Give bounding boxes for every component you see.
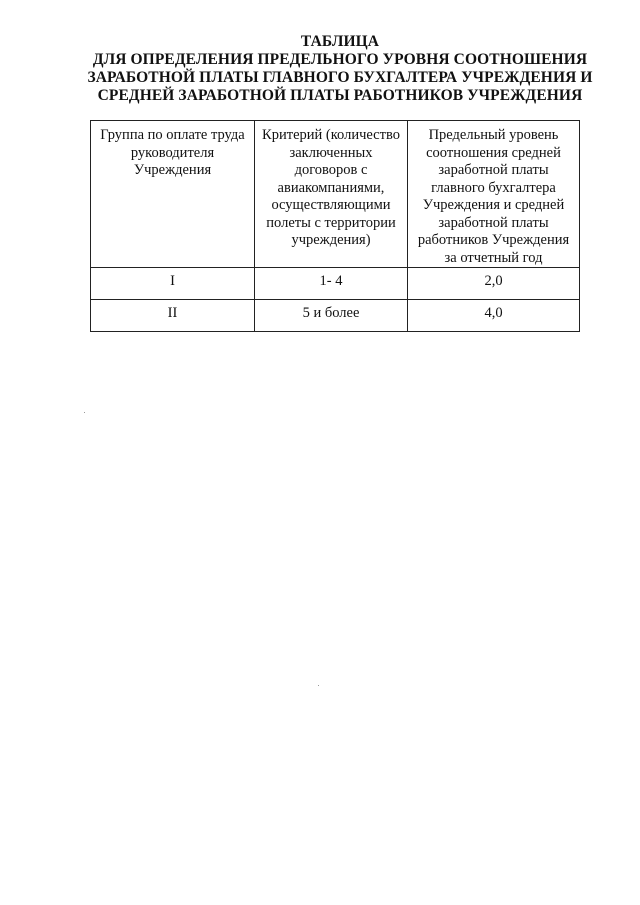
title-line: ЗАРАБОТНОЙ ПЛАТЫ ГЛАВНОГО БУХГАЛТЕРА УЧРЕЖДЕНИЯ И (87, 69, 593, 86)
title-line: СРЕДНЕЙ ЗАРАБОТНОЙ ПЛАТЫ РАБОТНИКОВ УЧРЕЖДЕНИЯ (97, 87, 583, 104)
cell-group: II (91, 300, 255, 332)
header-group: Группа по оплате труда руководителя Учреждения (91, 121, 255, 268)
table-row (91, 300, 580, 332)
scan-speck (318, 685, 319, 686)
cell-criterion: 1- 4 (255, 268, 408, 300)
table-row (91, 268, 580, 300)
cell-ratio: 2,0 (408, 268, 580, 300)
cell-group: I (91, 268, 255, 300)
header-ratio-limit: Предельный уровень соотношения средней заработной платы главного бухгалтера Учреждения и средней заработной платы работников Учреждения за отчетный год (408, 121, 580, 268)
ratio-table (90, 120, 580, 332)
table-header-row (91, 121, 580, 268)
cell-criterion: 5 и более (255, 300, 408, 332)
cell-ratio: 4,0 (408, 300, 580, 332)
scan-speck (84, 412, 85, 413)
title-line: ТАБЛИЦА (300, 33, 380, 50)
document-title (0, 33, 640, 105)
header-criterion: Критерий (количество заключенных договоров с авиакомпаниями, осуществляющими полеты с территории учреждения) (255, 121, 408, 268)
title-line: ДЛЯ ОПРЕДЕЛЕНИЯ ПРЕДЕЛЬНОГО УРОВНЯ СООТНОШЕНИЯ (92, 51, 588, 68)
